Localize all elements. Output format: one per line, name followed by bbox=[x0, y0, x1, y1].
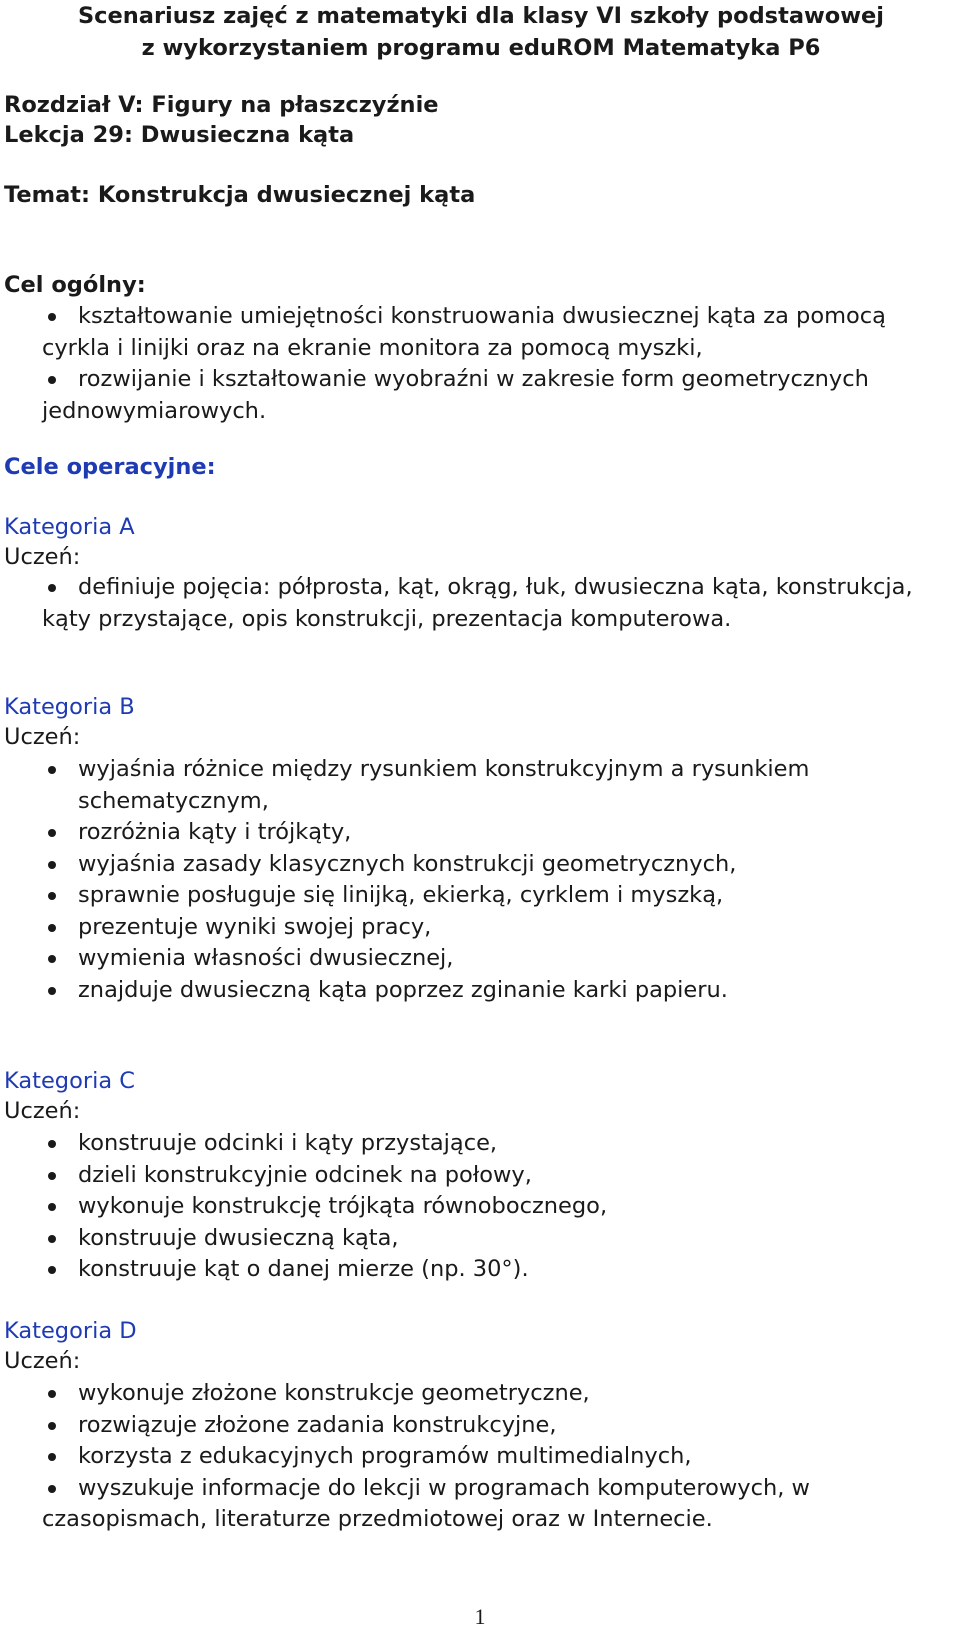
lesson-heading: Lekcja 29: Dwusieczna kąta bbox=[4, 122, 355, 148]
operational-goals-heading: Cele operacyjne: bbox=[4, 454, 216, 480]
list-item: kształtowanie umiejętności konstruowania dwusiecznej kąta za pomocą cyrkla i linijki oraz na ekranie monitora za pomocą myszki, bbox=[42, 303, 886, 361]
bullet-icon bbox=[48, 955, 56, 963]
category-c-heading: Kategoria C bbox=[4, 1068, 136, 1094]
bullet-icon bbox=[48, 766, 56, 774]
bullet-icon bbox=[48, 584, 56, 592]
bullet-icon bbox=[48, 1235, 56, 1243]
bullet-icon bbox=[48, 1140, 56, 1148]
chapter-heading: Rozdział V: Figury na płaszczyźnie bbox=[4, 92, 439, 118]
student-label: Uczeń: bbox=[4, 544, 81, 570]
general-goal-heading: Cel ogólny: bbox=[4, 272, 146, 298]
list-item: konstruuje kąt o danej mierze (np. 30°). bbox=[0, 1254, 930, 1286]
list-item: prezentuje wyniki swojej pracy, bbox=[0, 912, 930, 944]
list-item: rozwiązuje złożone zadania konstrukcyjne, bbox=[0, 1410, 930, 1442]
document-title bbox=[26, 0, 936, 64]
bullet-icon bbox=[48, 1453, 56, 1461]
category-c-list bbox=[0, 1128, 930, 1286]
list-item: wyjaśnia zasady klasycznych konstrukcji geometrycznych, bbox=[0, 849, 930, 881]
bullet-icon bbox=[48, 1390, 56, 1398]
list-item: definiuje pojęcia: półprosta, kąt, okrąg, łuk, dwusieczna kąta, konstrukcja, kąty przystające, opis konstrukcji, prezentacja komputerowa. bbox=[42, 574, 913, 632]
category-a-list bbox=[0, 572, 930, 635]
list-item: rozróżnia kąty i trójkąty, bbox=[0, 817, 930, 849]
bullet-icon bbox=[48, 829, 56, 837]
list-item: znajduje dwusieczną kąta poprzez zginanie karki papieru. bbox=[0, 975, 930, 1007]
bullet-icon bbox=[48, 1485, 56, 1493]
category-d-list bbox=[0, 1378, 930, 1536]
list-item: korzysta z edukacyjnych programów multimedialnych, bbox=[0, 1441, 930, 1473]
list-item: rozwijanie i kształtowanie wyobraźni w zakresie form geometrycznych jednowymiarowych. bbox=[42, 366, 869, 424]
list-item: dzieli konstrukcyjnie odcinek na połowy, bbox=[0, 1160, 930, 1192]
category-b-list bbox=[0, 754, 930, 1006]
list-item: wyjaśnia różnice między rysunkiem konstrukcyjnym a rysunkiem schematycznym, bbox=[0, 754, 930, 817]
topic-heading: Temat: Konstrukcja dwusiecznej kąta bbox=[4, 182, 476, 208]
bullet-icon bbox=[48, 1422, 56, 1430]
list-item: wykonuje złożone konstrukcje geometryczne, bbox=[0, 1378, 930, 1410]
category-d-heading: Kategoria D bbox=[4, 1318, 137, 1344]
list-item: konstruuje odcinki i kąty przystające, bbox=[0, 1128, 930, 1160]
bullet-icon bbox=[48, 861, 56, 869]
bullet-icon bbox=[48, 1203, 56, 1211]
list-item: wyszukuje informacje do lekcji w programach komputerowych, w czasopismach, literaturze przedmiotowej oraz w Internecie. bbox=[42, 1474, 810, 1532]
category-a-heading: Kategoria A bbox=[4, 514, 135, 540]
bullet-icon bbox=[48, 1172, 56, 1180]
list-item: wymienia własności dwusiecznej, bbox=[0, 943, 930, 975]
student-label: Uczeń: bbox=[4, 1098, 81, 1124]
bullet-icon bbox=[48, 376, 56, 384]
bullet-icon bbox=[48, 892, 56, 900]
bullet-icon bbox=[48, 313, 56, 321]
list-item: wykonuje konstrukcję trójkąta równobocznego, bbox=[0, 1191, 930, 1223]
list-item: sprawnie posługuje się linijką, ekierką, cyrklem i myszką, bbox=[0, 880, 930, 912]
bullet-icon bbox=[48, 924, 56, 932]
general-goal-list bbox=[0, 301, 930, 427]
title-line-1: Scenariusz zajęć z matematyki dla klasy VI szkoły podstawowej bbox=[77, 3, 885, 29]
bullet-icon bbox=[48, 1266, 56, 1274]
title-line-2: z wykorzystaniem programu eduROM Matematyka P6 bbox=[141, 35, 821, 61]
page-number: 1 bbox=[474, 1604, 486, 1629]
student-label: Uczeń: bbox=[4, 724, 81, 750]
student-label: Uczeń: bbox=[4, 1348, 81, 1374]
category-b-heading: Kategoria B bbox=[4, 694, 135, 720]
list-item: konstruuje dwusieczną kąta, bbox=[0, 1223, 930, 1255]
bullet-icon bbox=[48, 987, 56, 995]
